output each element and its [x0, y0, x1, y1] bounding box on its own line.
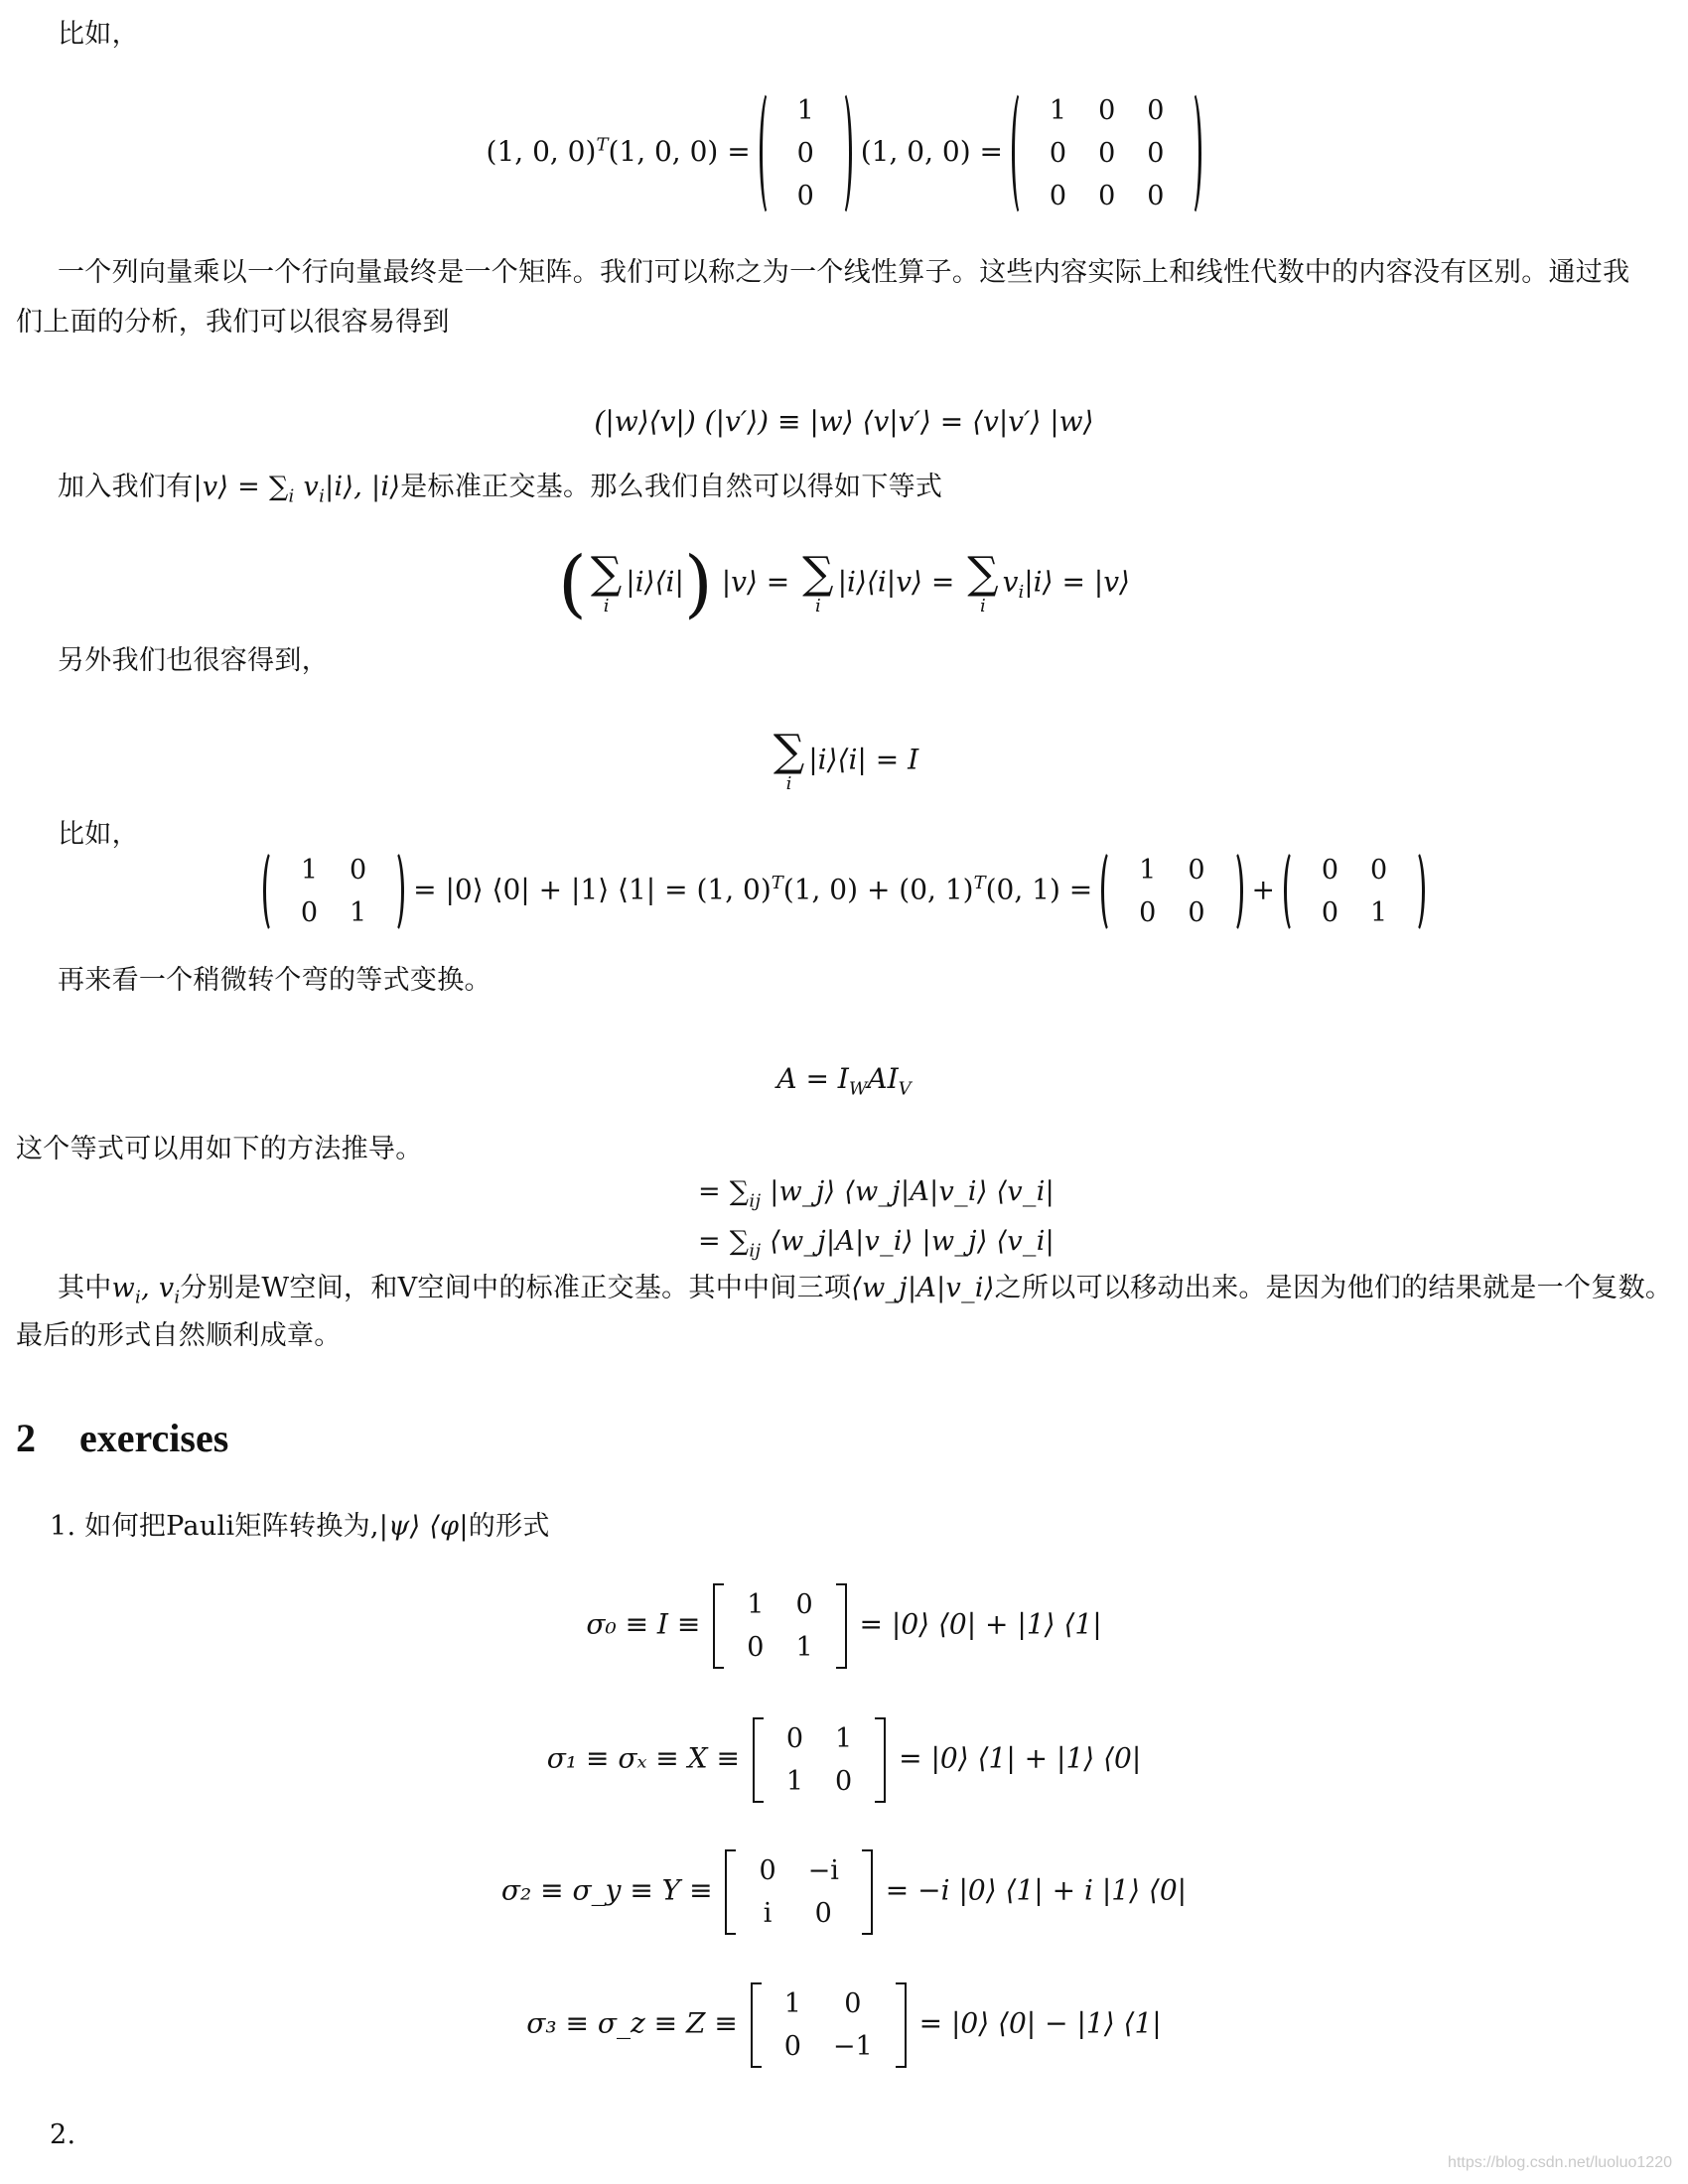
eq6-a: A = I	[776, 1062, 849, 1095]
inline-wav: ⟨w_j|A|v_i⟩	[851, 1273, 995, 1303]
eq1-sup: T	[596, 134, 609, 156]
equation-pauli-0	[0, 1583, 1688, 1669]
inline-psi: |ψ⟩ ⟨φ|	[378, 1511, 469, 1542]
eq3-part-c: |i⟩⟨i|v⟩ =	[837, 565, 955, 599]
matrix-cell: 0	[1049, 181, 1067, 211]
inline-w-sub: i	[135, 1287, 142, 1308]
result-matrix	[1012, 89, 1202, 217]
eq3-part-a: |i⟩⟨i|	[626, 565, 684, 599]
inline-v-sub: i	[174, 1287, 181, 1308]
equation-outer-product	[0, 89, 1688, 217]
pauli-lhs: σ₂ ≡ σ_y ≡ Y ≡	[500, 1873, 713, 1907]
eq3-part-b: |v⟩ =	[721, 565, 790, 599]
eq3-vi-sub: i	[1018, 582, 1025, 604]
eq1-mid: (1, 0, 0) =	[608, 135, 751, 168]
matrix-cell: 1	[835, 1723, 853, 1754]
matrix-cell: 1	[1139, 855, 1157, 886]
matrix-cell: 0	[844, 1988, 862, 2019]
matrix-cell: −1	[832, 2031, 873, 2062]
paragraph-basis-part-a: 加入我们有	[58, 472, 194, 502]
equation-completeness-action: ( ∑ i |i⟩⟨i|) |v⟩ = ∑ i |i⟩⟨i|v⟩ = ∑ i $v_i|i⟩$ = |v⟩	[558, 541, 1130, 626]
inline-sum-index: i	[288, 485, 295, 507]
paragraph-part-b: 分别是W空间，和V空间中的标准正交基。其中中间三项	[180, 1273, 852, 1303]
equation-derivation-line1	[698, 1169, 1055, 1224]
matrix-cell: 0	[1098, 138, 1116, 169]
pauli-matrix	[749, 1717, 890, 1803]
section-number: 2	[16, 1416, 36, 1460]
equation-identity-decomposition	[0, 849, 1688, 934]
matrix-cell: 0	[350, 855, 367, 886]
matrix-cell: 0	[1098, 181, 1116, 211]
eq5-mid3: (0, 1) =	[985, 873, 1093, 906]
matrix-cell: 0	[1370, 855, 1388, 886]
paragraph-basis	[58, 465, 942, 519]
pauli-rhs: = |0⟩ ⟨0| + |1⟩ ⟨1|	[859, 1607, 1102, 1641]
sum-symbol: ∑ i	[590, 548, 623, 616]
matrix-cell: −i	[807, 1855, 839, 1886]
eq6-b: AI	[867, 1062, 899, 1095]
sum-symbol: ∑ i	[802, 548, 834, 616]
paragraph-example-2: 比如，	[58, 819, 139, 850]
sum-symbol: ∑ i	[773, 726, 805, 794]
inline-math-vi: v	[303, 472, 320, 502]
matrix-cell: 0	[796, 138, 814, 169]
paragraph-part-c: 之所以可以移动出来。是因为他们的结果就是一个复数。	[994, 1273, 1673, 1303]
matrix-cell: 0	[1147, 95, 1165, 126]
matrix-cell: 0	[1098, 95, 1116, 126]
column-vector	[760, 89, 852, 217]
matrix-cell: 0	[1188, 897, 1205, 928]
inline-sub-i: i	[319, 485, 326, 507]
equation-pauli-2	[0, 1849, 1688, 1935]
plus-sign: +	[1251, 873, 1275, 906]
eq7-idx: ij	[749, 1190, 762, 1212]
paragraph-basis-part-b: 是标准正交基。那么我们自然可以得如下等式	[400, 472, 943, 502]
matrix-cell: 0	[796, 181, 814, 211]
matrix-cell: 0	[783, 2031, 801, 2062]
equation-pauli-3	[0, 1982, 1688, 2068]
matrix-cell: 0	[785, 1723, 804, 1754]
eq5-mid2: (1, 0) + (0, 1)	[782, 873, 974, 906]
pauli-rhs: = −i |0⟩ ⟨1| + i |1⟩ ⟨0|	[885, 1873, 1188, 1907]
matrix-cell: 1	[350, 897, 367, 928]
inline-math-ket: |i⟩, |i⟩	[325, 472, 401, 502]
paragraph-conclusion: 最后的形式自然顺利成章。	[16, 1320, 342, 1351]
matrix-cell: 0	[300, 897, 318, 928]
matrix-cell: 0	[1147, 138, 1165, 169]
matrix-cell: 0	[1049, 138, 1067, 169]
matrix-cell: 0	[835, 1766, 853, 1797]
section-title: exercises	[79, 1416, 229, 1460]
eq7-line1: |w_j⟩ ⟨w_j|A|v_i⟩ ⟨v_i|	[770, 1176, 1055, 1207]
paragraph-derivation-intro: 这个等式可以用如下的方法推导。	[16, 1134, 423, 1164]
equation-completeness	[0, 726, 1688, 794]
eq4-body: |i⟩⟨i| = I	[808, 743, 919, 776]
list-item-text: 如何把Pauli矩阵转换为,	[84, 1511, 379, 1542]
projector-1-matrix	[1284, 849, 1425, 934]
equation-pauli-1	[0, 1717, 1688, 1803]
paragraph-linear-operator-line2: 们上面的分析，我们可以很容易得到	[16, 307, 450, 338]
paragraph-identity-intro: 另外我们也很容得到，	[58, 645, 329, 676]
eq5-sup2: T	[973, 873, 986, 894]
inline-v: , v	[141, 1273, 175, 1303]
matrix-cell: 0	[1139, 897, 1157, 928]
paragraph-example-1: 比如，	[58, 19, 139, 50]
matrix-cell: 0	[747, 1632, 765, 1663]
matrix-cell: i	[763, 1898, 773, 1929]
matrix-cell: 1	[300, 855, 318, 886]
eq1-lhs: (1, 0, 0)	[486, 135, 597, 168]
matrix-cell: 0	[1321, 897, 1338, 928]
matrix-cell: 0	[1188, 855, 1205, 886]
matrix-cell: 0	[1147, 181, 1165, 211]
matrix-cell: 1	[1049, 95, 1067, 126]
matrix-cell: 0	[814, 1898, 832, 1929]
list-item-number: 1.	[50, 1511, 76, 1542]
inline-math-v: |v⟩ = ∑	[193, 472, 289, 502]
pauli-lhs: σ₃ ≡ σ_z ≡ Z ≡	[526, 2006, 738, 2040]
list-item-2: 2.	[50, 2119, 76, 2150]
equation-identity-sandwich	[0, 1062, 1688, 1100]
matrix-cell: 0	[759, 1855, 776, 1886]
eq5-sup1: T	[771, 873, 783, 894]
paragraph-transform-intro: 再来看一个稍微转个弯的等式变换。	[58, 965, 492, 996]
pauli-matrix	[721, 1849, 876, 1935]
matrix-cell: 0	[1321, 855, 1338, 886]
pauli-matrix	[747, 1982, 911, 2068]
pauli-lhs: σ₀ ≡ I ≡	[586, 1607, 701, 1641]
identity-matrix	[263, 849, 404, 934]
eq3-part-d: |i⟩ = |v⟩	[1024, 565, 1130, 599]
matrix-cell: 1	[747, 1589, 765, 1620]
sum-symbol: ∑ i	[967, 548, 999, 616]
paragraph-part-a: 其中	[58, 1273, 112, 1303]
eq7-idx: ij	[749, 1240, 762, 1262]
eq5-mid: = |0⟩ ⟨0| + |1⟩ ⟨1| = (1, 0)	[413, 873, 772, 906]
pauli-lhs: σ₁ ≡ σₓ ≡ X ≡	[546, 1741, 740, 1775]
eq6-sub-v: V	[898, 1078, 912, 1100]
eq7-prefix: = ∑	[698, 1176, 750, 1207]
matrix-cell: 1	[785, 1766, 804, 1797]
eq3-vi: v	[1002, 565, 1019, 599]
eq1-mid2: (1, 0, 0) =	[860, 135, 1003, 168]
pauli-matrix	[709, 1583, 850, 1669]
eq6-sub-w: W	[848, 1078, 868, 1100]
inline-w: w	[111, 1273, 136, 1303]
eq7-line2: ⟨w_j|A|v_i⟩ |w_j⟩ ⟨v_i|	[770, 1226, 1055, 1257]
pauli-rhs: = |0⟩ ⟨1| + |1⟩ ⟨0|	[899, 1741, 1142, 1775]
projector-0-matrix	[1101, 849, 1242, 934]
matrix-cell: 1	[783, 1988, 801, 2019]
list-item-1	[50, 1504, 550, 1550]
matrix-cell: 1	[1370, 897, 1388, 928]
list-item-suffix: 的形式	[468, 1511, 550, 1542]
paragraph-linear-operator-line1: 一个列向量乘以一个行向量最终是一个矩阵。我们可以称之为一个线性算子。这些内容实际上和线性代数中的内容没有区别。通过我	[58, 257, 1630, 288]
watermark: https://blog.csdn.net/luoluo1220	[1448, 2154, 1672, 2171]
pauli-rhs: = |0⟩ ⟨0| − |1⟩ ⟨1|	[918, 2006, 1162, 2040]
equation-operator-action: (|w⟩⟨v|) (|v′⟩) ≡ |w⟩ ⟨v|v′⟩ = ⟨v|v′⟩ |w⟩	[594, 405, 1094, 438]
matrix-cell: 1	[795, 1632, 813, 1663]
matrix-cell: 1	[796, 95, 814, 126]
section-heading	[16, 1415, 228, 1461]
eq7-prefix: = ∑	[698, 1226, 750, 1257]
matrix-cell: 0	[795, 1589, 813, 1620]
